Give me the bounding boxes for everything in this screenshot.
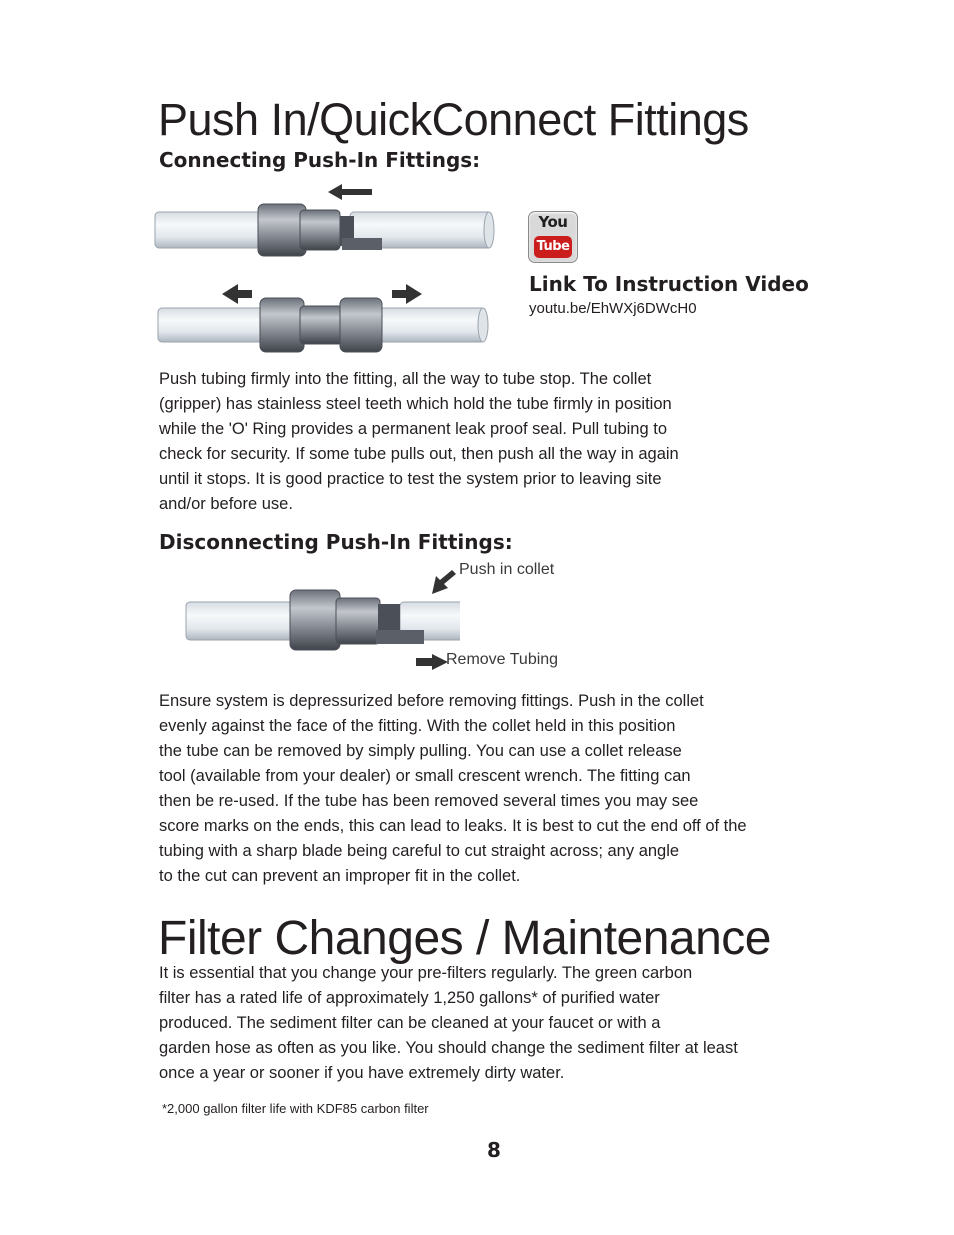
- paragraph-line: It is essential that you change your pre-filters regularly. The green carbon: [159, 964, 693, 982]
- paragraph-line: (gripper) has stainless steel teeth which hold the tube firmly in position: [159, 395, 672, 413]
- maintenance-title: Filter Changes / Maintenance: [158, 912, 771, 965]
- remove-tubing-caption: Remove Tubing: [446, 651, 559, 668]
- paragraph-line: and/or before use.: [159, 495, 293, 513]
- paragraph-line: check for security. If some tube pulls out, then push all the way in again: [159, 445, 679, 463]
- maintenance-paragraph: [159, 961, 738, 1086]
- paragraph-line: filter has a rated life of approximately 1,250 gallons* of purified water: [159, 989, 660, 1007]
- footnote: *2,000 gallon filter life with KDF85 carbon filter: [162, 1101, 429, 1116]
- disconnecting-heading: Disconnecting Push-In Fittings:: [159, 530, 513, 554]
- youtube-logo-you: You: [538, 213, 568, 231]
- connecting-fittings-diagram: [150, 180, 495, 355]
- paragraph-line: evenly against the face of the fitting. With the collet held in this position: [159, 717, 676, 735]
- video-link-label[interactable]: Link To Instruction Video: [529, 272, 809, 296]
- video-link-url[interactable]: youtu.be/EhWXj6DWcH0: [529, 300, 697, 317]
- youtube-logo-icon[interactable]: [528, 211, 578, 263]
- paragraph-line: Ensure system is depressurized before removing fittings. Push in the collet: [159, 692, 704, 710]
- paragraph-line: score marks on the ends, this can lead to leaks. It is best to cut the end off of the: [159, 817, 747, 835]
- paragraph-line: then be re-used. If the tube has been removed several times you may see: [159, 792, 699, 810]
- connecting-heading: Connecting Push-In Fittings:: [159, 148, 481, 172]
- fitting-separated-illustration: [158, 284, 488, 352]
- youtube-logo-tube: Tube: [534, 236, 572, 258]
- paragraph-line: once a year or sooner if you have extremely dirty water.: [159, 1064, 565, 1082]
- disconnecting-paragraph: [159, 689, 747, 889]
- paragraph-line: tubing with a sharp blade being careful to cut straight across; any angle: [159, 842, 680, 860]
- disconnecting-fittings-diagram: [180, 560, 460, 675]
- page-title: Push In/QuickConnect Fittings: [158, 94, 749, 145]
- paragraph-line: garden hose as often as you like. You should change the sediment filter at least: [159, 1039, 738, 1057]
- paragraph-line: Push tubing firmly into the fitting, all the way to tube stop. The collet: [159, 370, 652, 388]
- paragraph-line: while the 'O' Ring provides a permanent leak proof seal. Pull tubing to: [159, 420, 668, 438]
- page-number: 8: [487, 1138, 501, 1162]
- paragraph-line: produced. The sediment filter can be cleaned at your faucet or with a: [159, 1014, 661, 1032]
- paragraph-line: the tube can be removed by simply pulling. You can use a collet release: [159, 742, 682, 760]
- fitting-connected-illustration: [155, 184, 494, 256]
- paragraph-line: tool (available from your dealer) or small crescent wrench. The fitting can: [159, 767, 691, 785]
- connecting-paragraph: [159, 367, 679, 517]
- paragraph-line: to the cut can prevent an improper fit in the collet.: [159, 867, 521, 885]
- push-in-collet-caption: Push in collet: [459, 561, 555, 578]
- paragraph-line: until it stops. It is good practice to test the system prior to leaving site: [159, 470, 662, 488]
